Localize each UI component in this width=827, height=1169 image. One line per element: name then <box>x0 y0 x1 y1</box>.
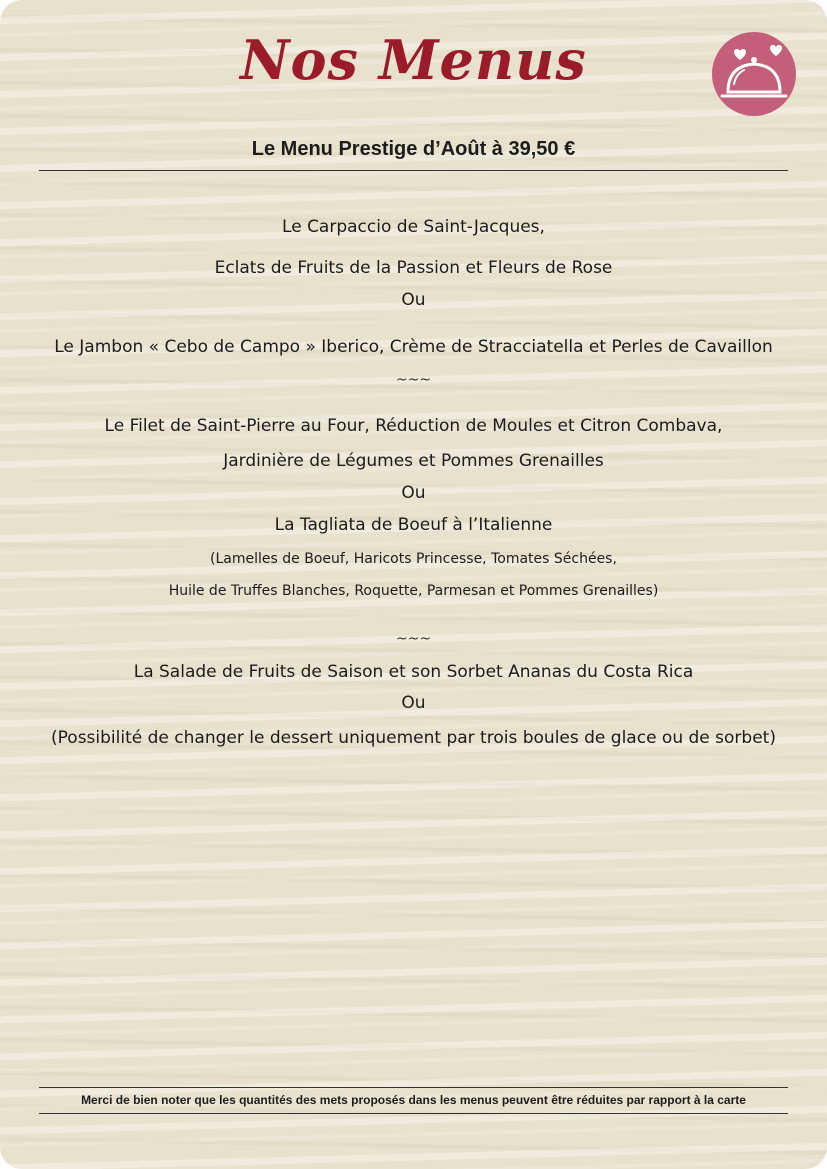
footer-divider-top <box>39 1087 788 1088</box>
menu-line: Le Filet de Saint-Pierre au Four, Réduction de Moules et Citron Combava, <box>104 416 723 436</box>
menu-line: Jardinière de Légumes et Pommes Grenailles <box>223 451 604 471</box>
footer-divider-bottom <box>39 1113 788 1114</box>
menu-line: Ou <box>401 483 426 503</box>
menu-line-detail: (Lamelles de Boeuf, Haricots Princesse, Tomates Séchées, <box>210 551 617 567</box>
cloche-with-hearts-icon <box>710 30 798 118</box>
menu-line: La Salade de Fruits de Saison et son Sorbet Ananas du Costa Rica <box>133 662 694 682</box>
divider <box>39 170 788 171</box>
menu-title: Le Menu Prestige d’Août à 39,50 € <box>251 138 576 160</box>
course-separator: ~~~ <box>395 631 432 647</box>
menu-line: Le Carpaccio de Saint-Jacques, <box>282 217 545 237</box>
menu-line: Ou <box>401 693 426 713</box>
footer-note: Merci de bien noter que les quantités des mets proposés dans les menus peuvent être réduites par rapport à la carte <box>81 1093 746 1107</box>
page-title: Nos Menus <box>240 28 587 92</box>
menu-line: Le Jambon « Cebo de Campo » Iberico, Crème de Stracciatella et Perles de Cavaillon <box>54 337 773 357</box>
menu-line: Ou <box>401 290 426 310</box>
course-separator: ~~~ <box>395 372 432 388</box>
menu-line: La Tagliata de Boeuf à l’Italienne <box>274 515 553 535</box>
menu-line-detail: Huile de Truffes Blanches, Roquette, Parmesan et Pommes Grenailles) <box>168 583 659 599</box>
menu-line: (Possibilité de changer le dessert uniquement par trois boules de glace ou de sorbet) <box>51 728 776 748</box>
menu-line: Eclats de Fruits de la Passion et Fleurs de Rose <box>214 258 613 278</box>
